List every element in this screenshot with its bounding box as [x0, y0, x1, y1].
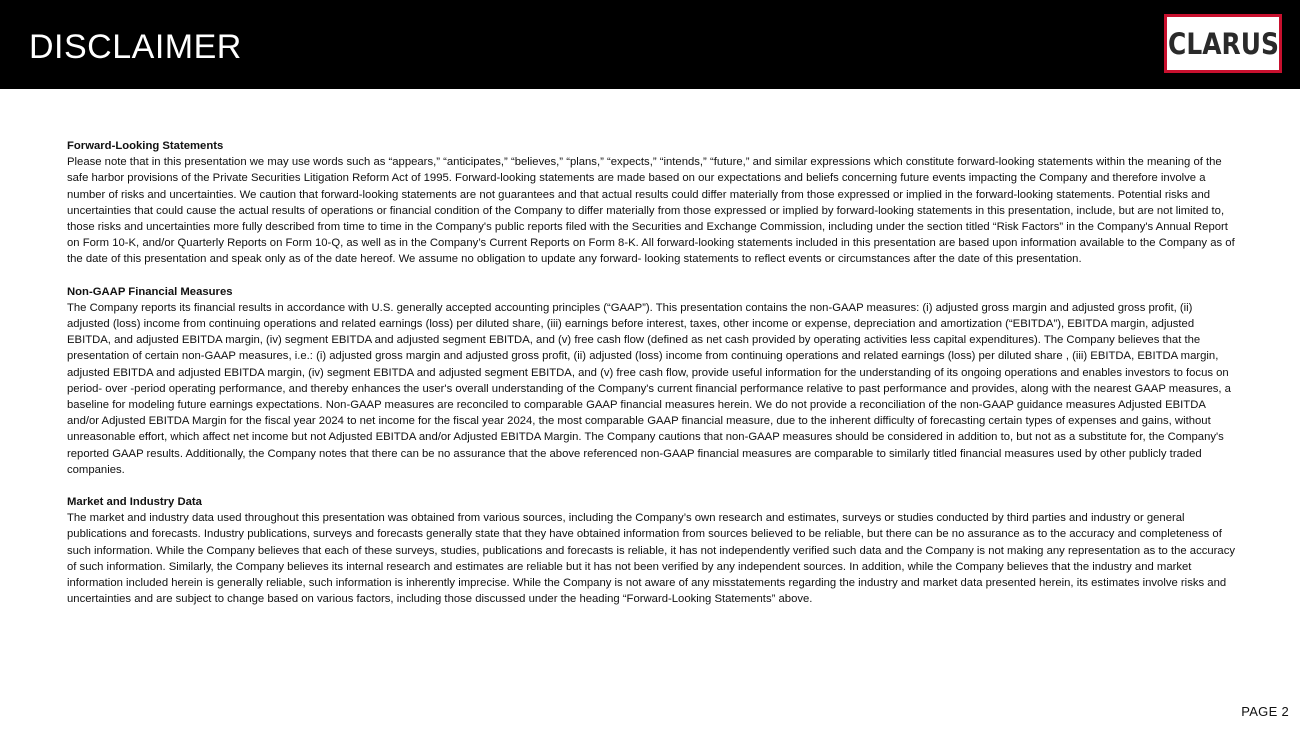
section-forward-looking: [67, 138, 1237, 268]
disclaimer-content: [67, 138, 1237, 623]
clarus-logo: [1164, 14, 1282, 73]
section-non-gaap: [67, 284, 1237, 478]
section-market-industry: [67, 494, 1237, 607]
header-bar: [0, 0, 1300, 89]
section-heading: Forward-Looking Statements: [67, 140, 224, 152]
section-body: The market and industry data used throughout this presentation was obtained from various sources, including the Company’s own research and estimates, surveys or studies conducted by third parties and industry or general publications and forecasts. Industry publications, surveys and forecasts generally state that they have obtained information from sources believed to be reliable, but there can be no assurance as to the accuracy and completeness of such information. While the Company believes that each of these surveys, studies, publications and forecasts is reliable, it has not independently verified such data and the Company is not making any representation as to the accuracy of such information. Similarly, the Company believes its internal research and estimates are reliable but it has not been verified by any independent sources. In addition, while the Company believes that the industry and market information included herein is generally reliable, such information is inherently imprecise. While the Company is not aware of any misstatements regarding the industry and market data presented herein, its estimates involve risks and uncertainties and are subject to change based on various factors, including those discussed under the heading “Forward-Looking Statements” above.: [67, 512, 1235, 606]
section-body: Please note that in this presentation we may use words such as “appears,” “anticipates,” “believes,” “plans,” “expects,” “intends,” “future,” and similar expressions which constitute forward-looking statements within the meaning of the safe harbor provisions of the Private Securities Litigation Reform Act of 1995. Forward-looking statements are made based on our expectations and beliefs concerning future events impacting the Company and therefore involve a number of risks and uncertainties. We caution that forward-looking statements are not guarantees and that actual results could differ materially from those expressed or implied in the forward-looking statements. Potential risks and uncertainties that could cause the actual results of operations or financial condition of the Company to differ materially from those expressed or implied by forward-looking statements in this presentation, include, but are not limited to, those risks and uncertainties more fully described from time to time in the Company's public reports filed with the Securities and Exchange Commission, including under the section titled “Risk Factors” in the Company's Annual Report on Form 10-K, and/or Quarterly Reports on Form 10-Q, as well as in the Company’s Current Reports on Form 8-K. All forward-looking statements included in this presentation are based upon information available to the Company as of the date of this presentation and speak only as of the date hereof. We assume no obligation to update any forward- looking statements to reflect events or circumstances after the date of this presentation.: [67, 156, 1235, 266]
page-number: PAGE 2: [1241, 704, 1289, 719]
page-title: DISCLAIMER: [29, 28, 242, 66]
logo-text: CLARUS: [1167, 26, 1279, 61]
section-heading: Market and Industry Data: [67, 496, 202, 509]
section-body: The Company reports its financial results in accordance with U.S. generally accepted accounting principles (“GAAP”). This presentation contains the non-GAAP measures: (i) adjusted gross margin and adjusted gross profit, (ii) adjusted (loss) income from continuing operations and related earnings (loss) per diluted share, (iii) earnings before interest, taxes, other income or expense, depreciation and amortization (“EBITDA”), EBITDA margin, adjusted EBITDA, and adjusted EBITDA margin, (iv) segment EBITDA and adjusted segment EBITDA, and (v) free cash flow (defined as net cash provided by operating activities less capital expenditures). The Company believes that the presentation of certain non-GAAP measures, i.e.: (i) adjusted gross margin and adjusted gross profit, (ii) adjusted (loss) income from continuing operations and related earnings (loss) per diluted share , (iii) EBITDA, EBITDA margin, adjusted EBITDA and adjusted EBITDA margin, (iv) segment EBITDA and adjusted segment EBITDA, and (v) free cash flow, provide useful information for the understanding of its ongoing operations and enables investors to focus on period- over -period operating performance, and thereby enhances the user's overall understanding of the Company's current financial performance relative to past performance and provides, along with the nearest GAAP measures, a baseline for modeling future earnings expectations. Non-GAAP measures are reconciled to comparable GAAP financial measures herein. We do not provide a reconciliation of the non-GAAP guidance measures Adjusted EBITDA and/or Adjusted EBITDA Margin for the fiscal year 2024 to net income for the fiscal year 2024, the most comparable GAAP financial measure, due to the inherent difficulty of forecasting certain types of expenses and gains, without unreasonable effort, which affect net income but not Adjusted EBITDA and/or Adjusted EBITDA Margin. The Company cautions that non-GAAP measures should be considered in addition to, but not as a substitute for, the Company's reported GAAP results. Additionally, the Company notes that there can be no assurance that the above referenced non-GAAP financial measures are comparable to similarly titled financial measures used by other publicly traded companies.: [67, 301, 1231, 476]
section-heading: Non-GAAP Financial Measures: [67, 285, 233, 298]
